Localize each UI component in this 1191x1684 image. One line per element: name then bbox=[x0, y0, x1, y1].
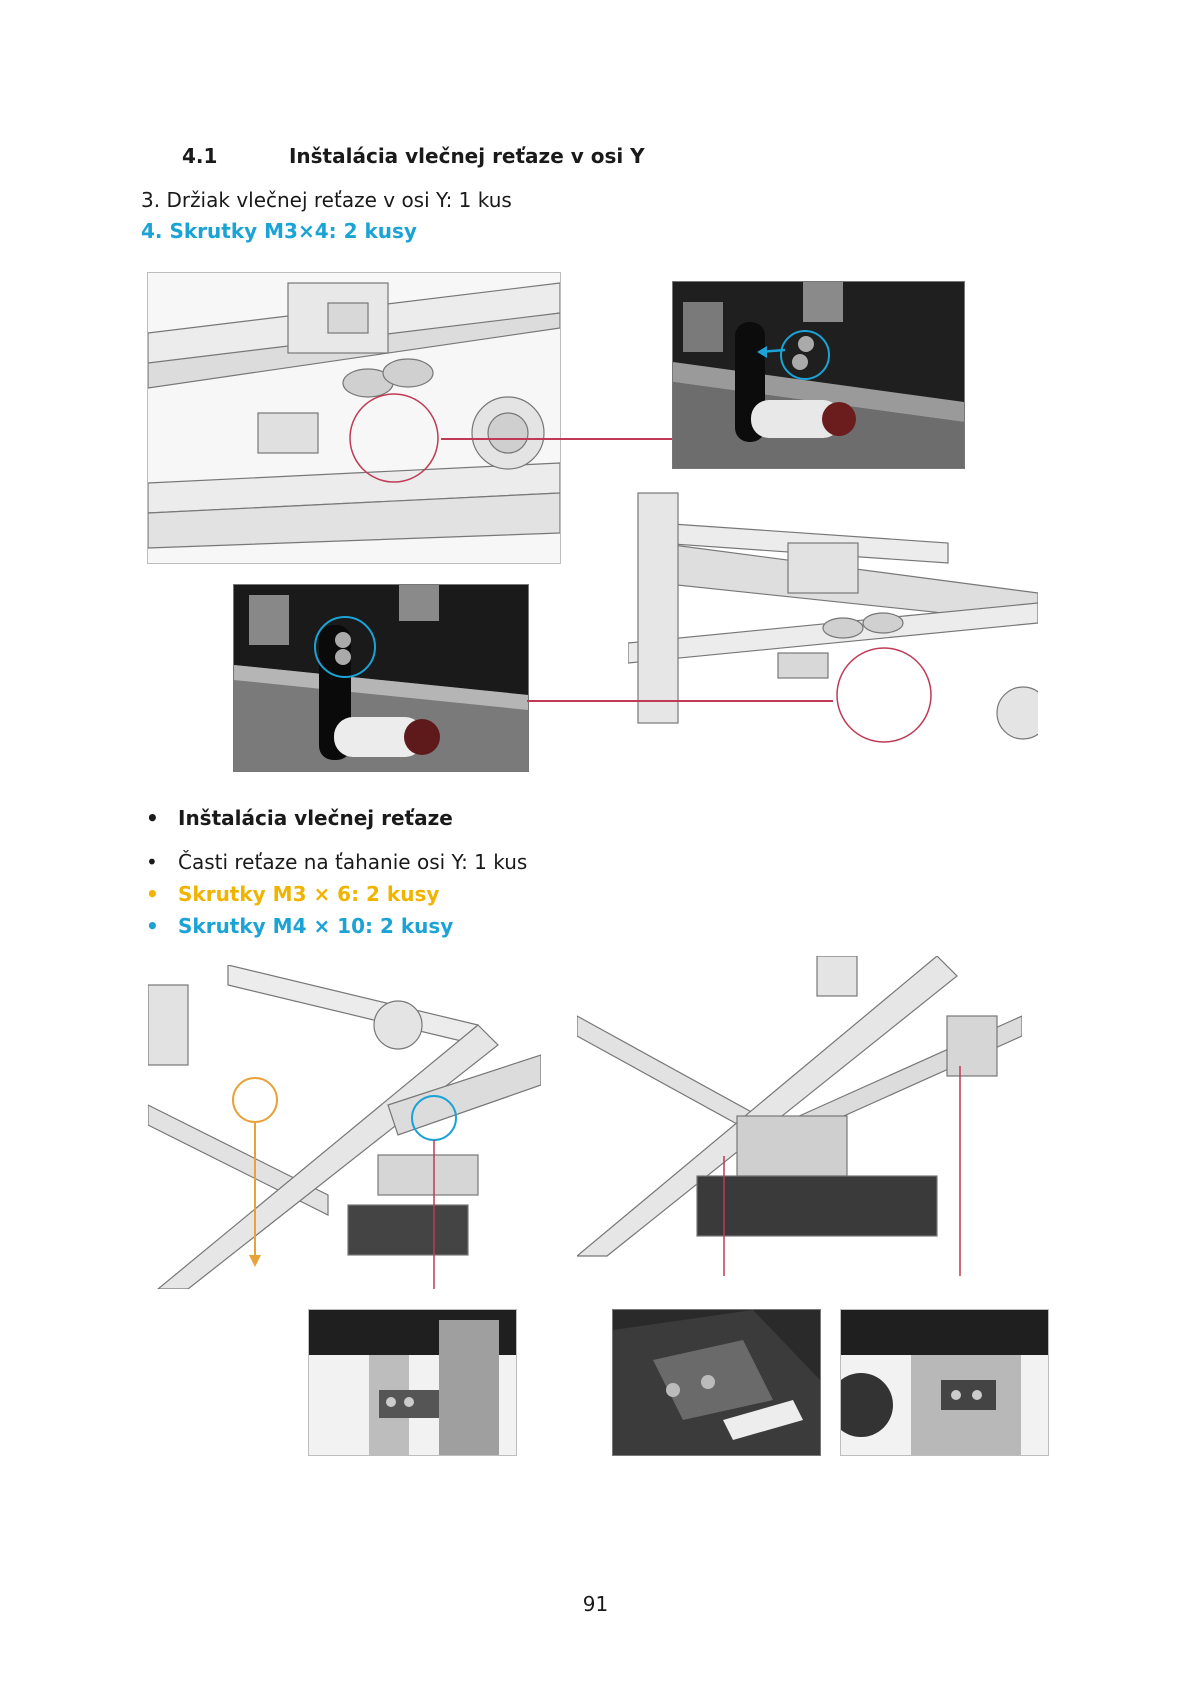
part-label: Skrutky M3 × 6: 2 kusy bbox=[178, 882, 440, 906]
figure-detail-chain-middle bbox=[612, 1309, 821, 1456]
part-label: Skrutky M4 × 10: 2 kusy bbox=[178, 914, 454, 938]
bullet: • bbox=[146, 914, 159, 938]
bullet: • bbox=[146, 882, 159, 906]
part-label: 4. Skrutky M3×4: 2 kusy bbox=[141, 219, 417, 243]
section-heading bbox=[182, 144, 645, 168]
section-title: Inštalácia vlečnej reťaze v osi Y bbox=[288, 144, 645, 168]
leader-line bbox=[527, 700, 833, 702]
section-number: 4.1 bbox=[182, 144, 218, 168]
bracket-installed-illustration bbox=[234, 585, 528, 771]
figure-bracket-mounted bbox=[627, 482, 1039, 774]
bullet: • bbox=[146, 806, 159, 830]
bullet: • bbox=[146, 850, 158, 874]
chain-mount-detail-illustration bbox=[613, 1310, 820, 1455]
drag-chain-install-illustration bbox=[148, 965, 541, 1289]
drag-chain-installed-illustration bbox=[577, 956, 1022, 1276]
figure-y-axis-assembly bbox=[147, 272, 561, 564]
part-label: 3. Držiak vlečnej reťaze v osi Y: 1 kus bbox=[141, 188, 512, 212]
page-number: 91 bbox=[582, 1592, 609, 1616]
leader-line bbox=[441, 438, 672, 440]
figure-drag-chain-installed bbox=[576, 955, 1023, 1277]
y-axis-assembly-illustration bbox=[148, 273, 560, 563]
figure-detail-chain-right bbox=[840, 1309, 1049, 1456]
figure-detail-chain-left bbox=[308, 1309, 517, 1456]
chain-detail-illustration bbox=[309, 1310, 516, 1455]
bracket-mounted-illustration bbox=[628, 483, 1038, 773]
part-item-screws-m3x4 bbox=[141, 219, 417, 243]
part-item-screws-m3x6 bbox=[146, 882, 440, 906]
part-item-bracket bbox=[141, 188, 512, 212]
subsection-title: Inštalácia vlečnej reťaze bbox=[178, 806, 453, 830]
chain-end-detail-illustration bbox=[841, 1310, 1048, 1455]
figure-bracket-detail-bottom bbox=[233, 584, 529, 772]
part-item-chain bbox=[146, 850, 528, 874]
bracket-detail-illustration bbox=[673, 282, 964, 468]
figure-drag-chain-install bbox=[147, 964, 542, 1290]
figure-bracket-detail-top bbox=[672, 281, 965, 469]
part-item-screws-m4x10 bbox=[146, 914, 454, 938]
part-label: Časti reťaze na ťahanie osi Y: 1 kus bbox=[178, 850, 528, 874]
subsection-heading bbox=[146, 806, 453, 830]
